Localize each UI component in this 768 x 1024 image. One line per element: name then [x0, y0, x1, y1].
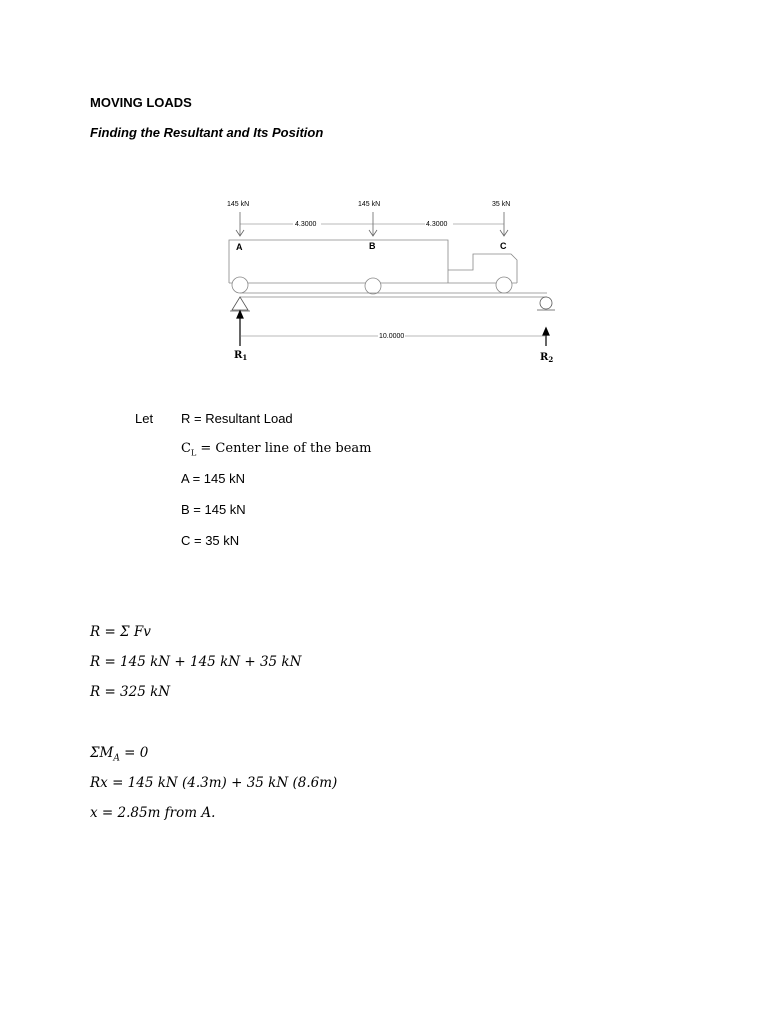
- equation-moment-values: Rx = 145 kN (4.3m) + 35 kN (8.6m): [90, 775, 338, 791]
- trailer-body: [229, 240, 448, 283]
- equation-resultant-total: R = 325 kN: [90, 684, 171, 700]
- pin-support-left: [230, 297, 250, 311]
- roller-support-right: [537, 297, 555, 310]
- wheel-a: [232, 277, 248, 293]
- equation-resultant-sum: R = Σ Fv: [90, 624, 151, 640]
- span-length: 10.0000: [379, 333, 405, 340]
- definition-centerline: $C_L$ = Center line of the beam: [181, 441, 372, 458]
- beam-truck-diagram: [215, 190, 565, 370]
- equation-moment-sum: $\Sigma M_A = 0$: [90, 745, 149, 764]
- load-c-letter: C: [500, 241, 507, 251]
- load-c-value: 35 kN: [492, 201, 511, 208]
- equation-resultant-values: R = 145 kN + 145 kN + 35 kN: [90, 654, 302, 670]
- definition-b: B = 145 kN: [181, 502, 246, 517]
- definition-c: C = 35 kN: [181, 533, 240, 548]
- load-b-letter: B: [369, 241, 376, 251]
- document-heading: MOVING LOADS: [90, 95, 192, 110]
- reaction-label-right: $R_2$: [540, 352, 554, 364]
- let-label: Let: [135, 411, 154, 426]
- beam: [240, 293, 547, 297]
- reaction-label-left: $R_1$: [234, 350, 248, 362]
- load-b-value: 145 kN: [358, 201, 381, 208]
- equation-position-result: x = 2.85m from A.: [90, 805, 216, 821]
- document-subheading: Finding the Resultant and Its Position: [90, 125, 324, 140]
- spacing-bc: 4.3000: [426, 221, 448, 228]
- spacing-ab: 4.3000: [295, 221, 317, 228]
- load-a-letter: A: [236, 242, 243, 252]
- wheel-b: [365, 278, 381, 294]
- definition-a: A = 145 kN: [181, 471, 245, 486]
- load-a-value: 145 kN: [227, 201, 250, 208]
- wheel-c: [496, 277, 512, 293]
- definition-resultant: R = Resultant Load: [181, 411, 293, 426]
